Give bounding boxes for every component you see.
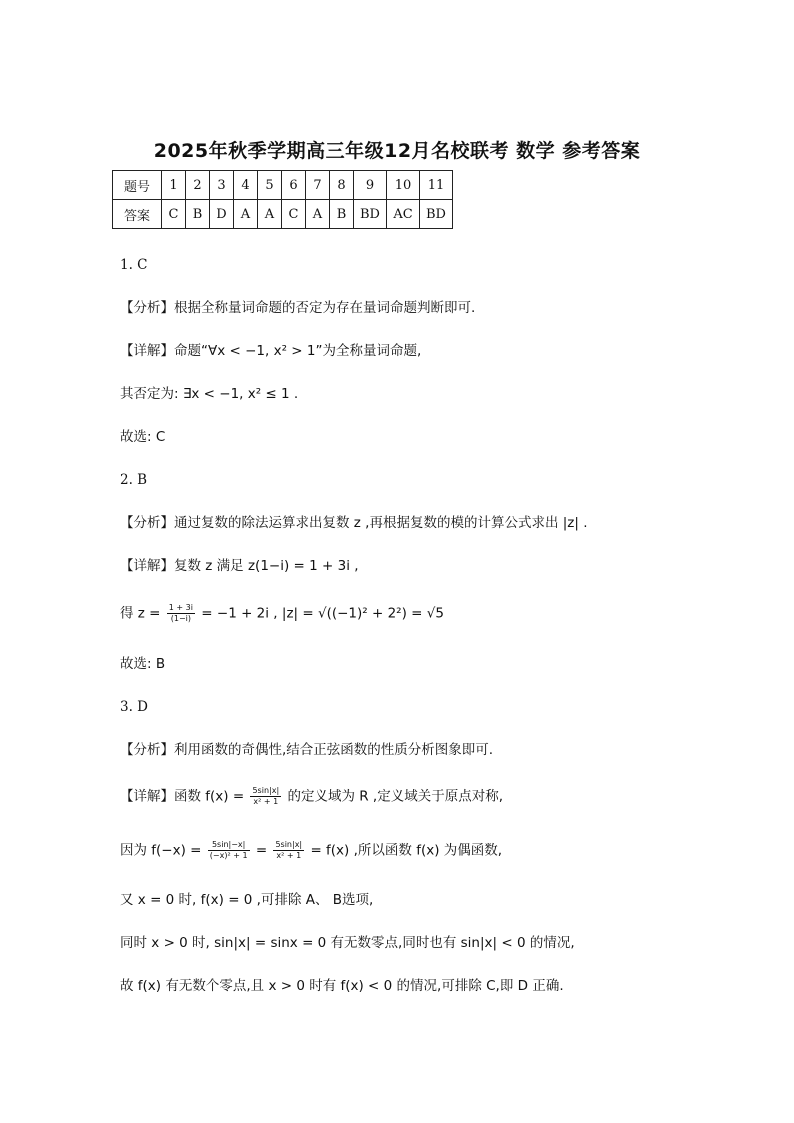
q3-even-equals: =	[255, 842, 268, 859]
q3-even-fraction-2	[273, 840, 304, 861]
q3-analysis: 【分析】利用函数的奇偶性,结合正弦函数的性质分析图象即可.	[120, 742, 494, 758]
table-cell: 2	[186, 171, 210, 200]
q2-result-suffix: = −1 + 2i , |z| = √((−1)² + 2²) = √5	[201, 605, 444, 622]
q3-positive-case: 同时 x > 0 时, sin|x| = sinx = 0 有无数零点,同时也有 sin|x| < 0 的情况,	[120, 935, 575, 951]
q1-negation: 其否定为: ∃x < −1, x² ≤ 1 .	[120, 386, 299, 402]
question-3-heading: 3. D	[120, 699, 148, 715]
table-cell: A	[258, 200, 282, 229]
q3-even-fraction-1	[208, 840, 250, 861]
table-cell: 6	[282, 171, 306, 200]
q2-fraction	[167, 603, 195, 624]
table-cell: 9	[354, 171, 387, 200]
table-cell: 5	[258, 171, 282, 200]
q2-result-prefix: 得 z =	[120, 605, 161, 622]
table-cell: 4	[234, 171, 258, 200]
q3-fraction-denominator: x² + 1	[253, 797, 279, 806]
table-cell: BD	[420, 200, 453, 229]
q3-detail-prefix: 【详解】函数 f(x) =	[120, 788, 245, 805]
table-row-answers	[113, 200, 453, 229]
q3-conclusion: 故 f(x) 有无数个零点,且 x > 0 时有 f(x) < 0 的情况,可排除 C,即 D 正确.	[120, 978, 564, 994]
row-label-answer: 答案	[113, 200, 162, 229]
table-row-numbers	[113, 171, 453, 200]
q2-analysis: 【分析】通过复数的除法运算求出复数 z ,再根据复数的模的计算公式求出 |z| .	[120, 515, 588, 531]
q3-even-numerator-1: 5sin|−x|	[208, 840, 250, 851]
q3-even-denominator-2: x² + 1	[276, 851, 302, 860]
q3-fraction-numerator: 5sin|x|	[252, 786, 280, 795]
question-2-heading: 2. B	[120, 472, 148, 488]
table-cell: C	[162, 200, 186, 229]
q2-fraction-denominator: (1−i)	[170, 614, 192, 623]
q3-even-denominator-1: (−x)² + 1	[209, 851, 248, 860]
table-cell: A	[306, 200, 330, 229]
table-cell: A	[234, 200, 258, 229]
q3-function-fraction	[250, 786, 281, 807]
table-cell: B	[186, 200, 210, 229]
q3-even-function	[120, 840, 502, 861]
table-cell: 10	[387, 171, 420, 200]
q3-detail-suffix: 的定义域为 R ,定义域关于原点对称,	[287, 788, 503, 805]
question-1-heading: 1. C	[120, 257, 148, 273]
q2-result	[120, 603, 444, 624]
table-cell: D	[210, 200, 234, 229]
table-cell: C	[282, 200, 306, 229]
table-cell: AC	[387, 200, 420, 229]
q3-detail	[120, 786, 503, 807]
q3-even-numerator-2: 5sin|x|	[275, 840, 303, 849]
q3-zero-case: 又 x = 0 时, f(x) = 0 ,可排除 A、 B选项,	[120, 892, 374, 908]
table-cell: 7	[306, 171, 330, 200]
answer-table	[112, 170, 453, 229]
row-label-number: 题号	[113, 171, 162, 200]
table-cell: B	[330, 200, 354, 229]
table-cell: 1	[162, 171, 186, 200]
q2-fraction-numerator: 1 + 3i	[168, 603, 193, 612]
page-title: 2025年秋季学期高三年级12月名校联考 数学 参考答案	[153, 140, 641, 162]
q1-detail: 【详解】命题“∀x < −1, x² > 1”为全称量词命题,	[120, 343, 422, 359]
q2-detail: 【详解】复数 z 满足 z(1−i) = 1 + 3i ,	[120, 558, 359, 574]
table-cell: 11	[420, 171, 453, 200]
q1-choice: 故选: C	[120, 429, 166, 445]
table-cell: BD	[354, 200, 387, 229]
table-cell: 3	[210, 171, 234, 200]
q3-even-prefix: 因为 f(−x) =	[120, 842, 202, 859]
q2-choice: 故选: B	[120, 656, 166, 672]
table-cell: 8	[330, 171, 354, 200]
q1-analysis: 【分析】根据全称量词命题的否定为存在量词命题判断即可.	[120, 300, 476, 316]
q3-even-suffix: = f(x) ,所以函数 f(x) 为偶函数,	[310, 842, 503, 859]
